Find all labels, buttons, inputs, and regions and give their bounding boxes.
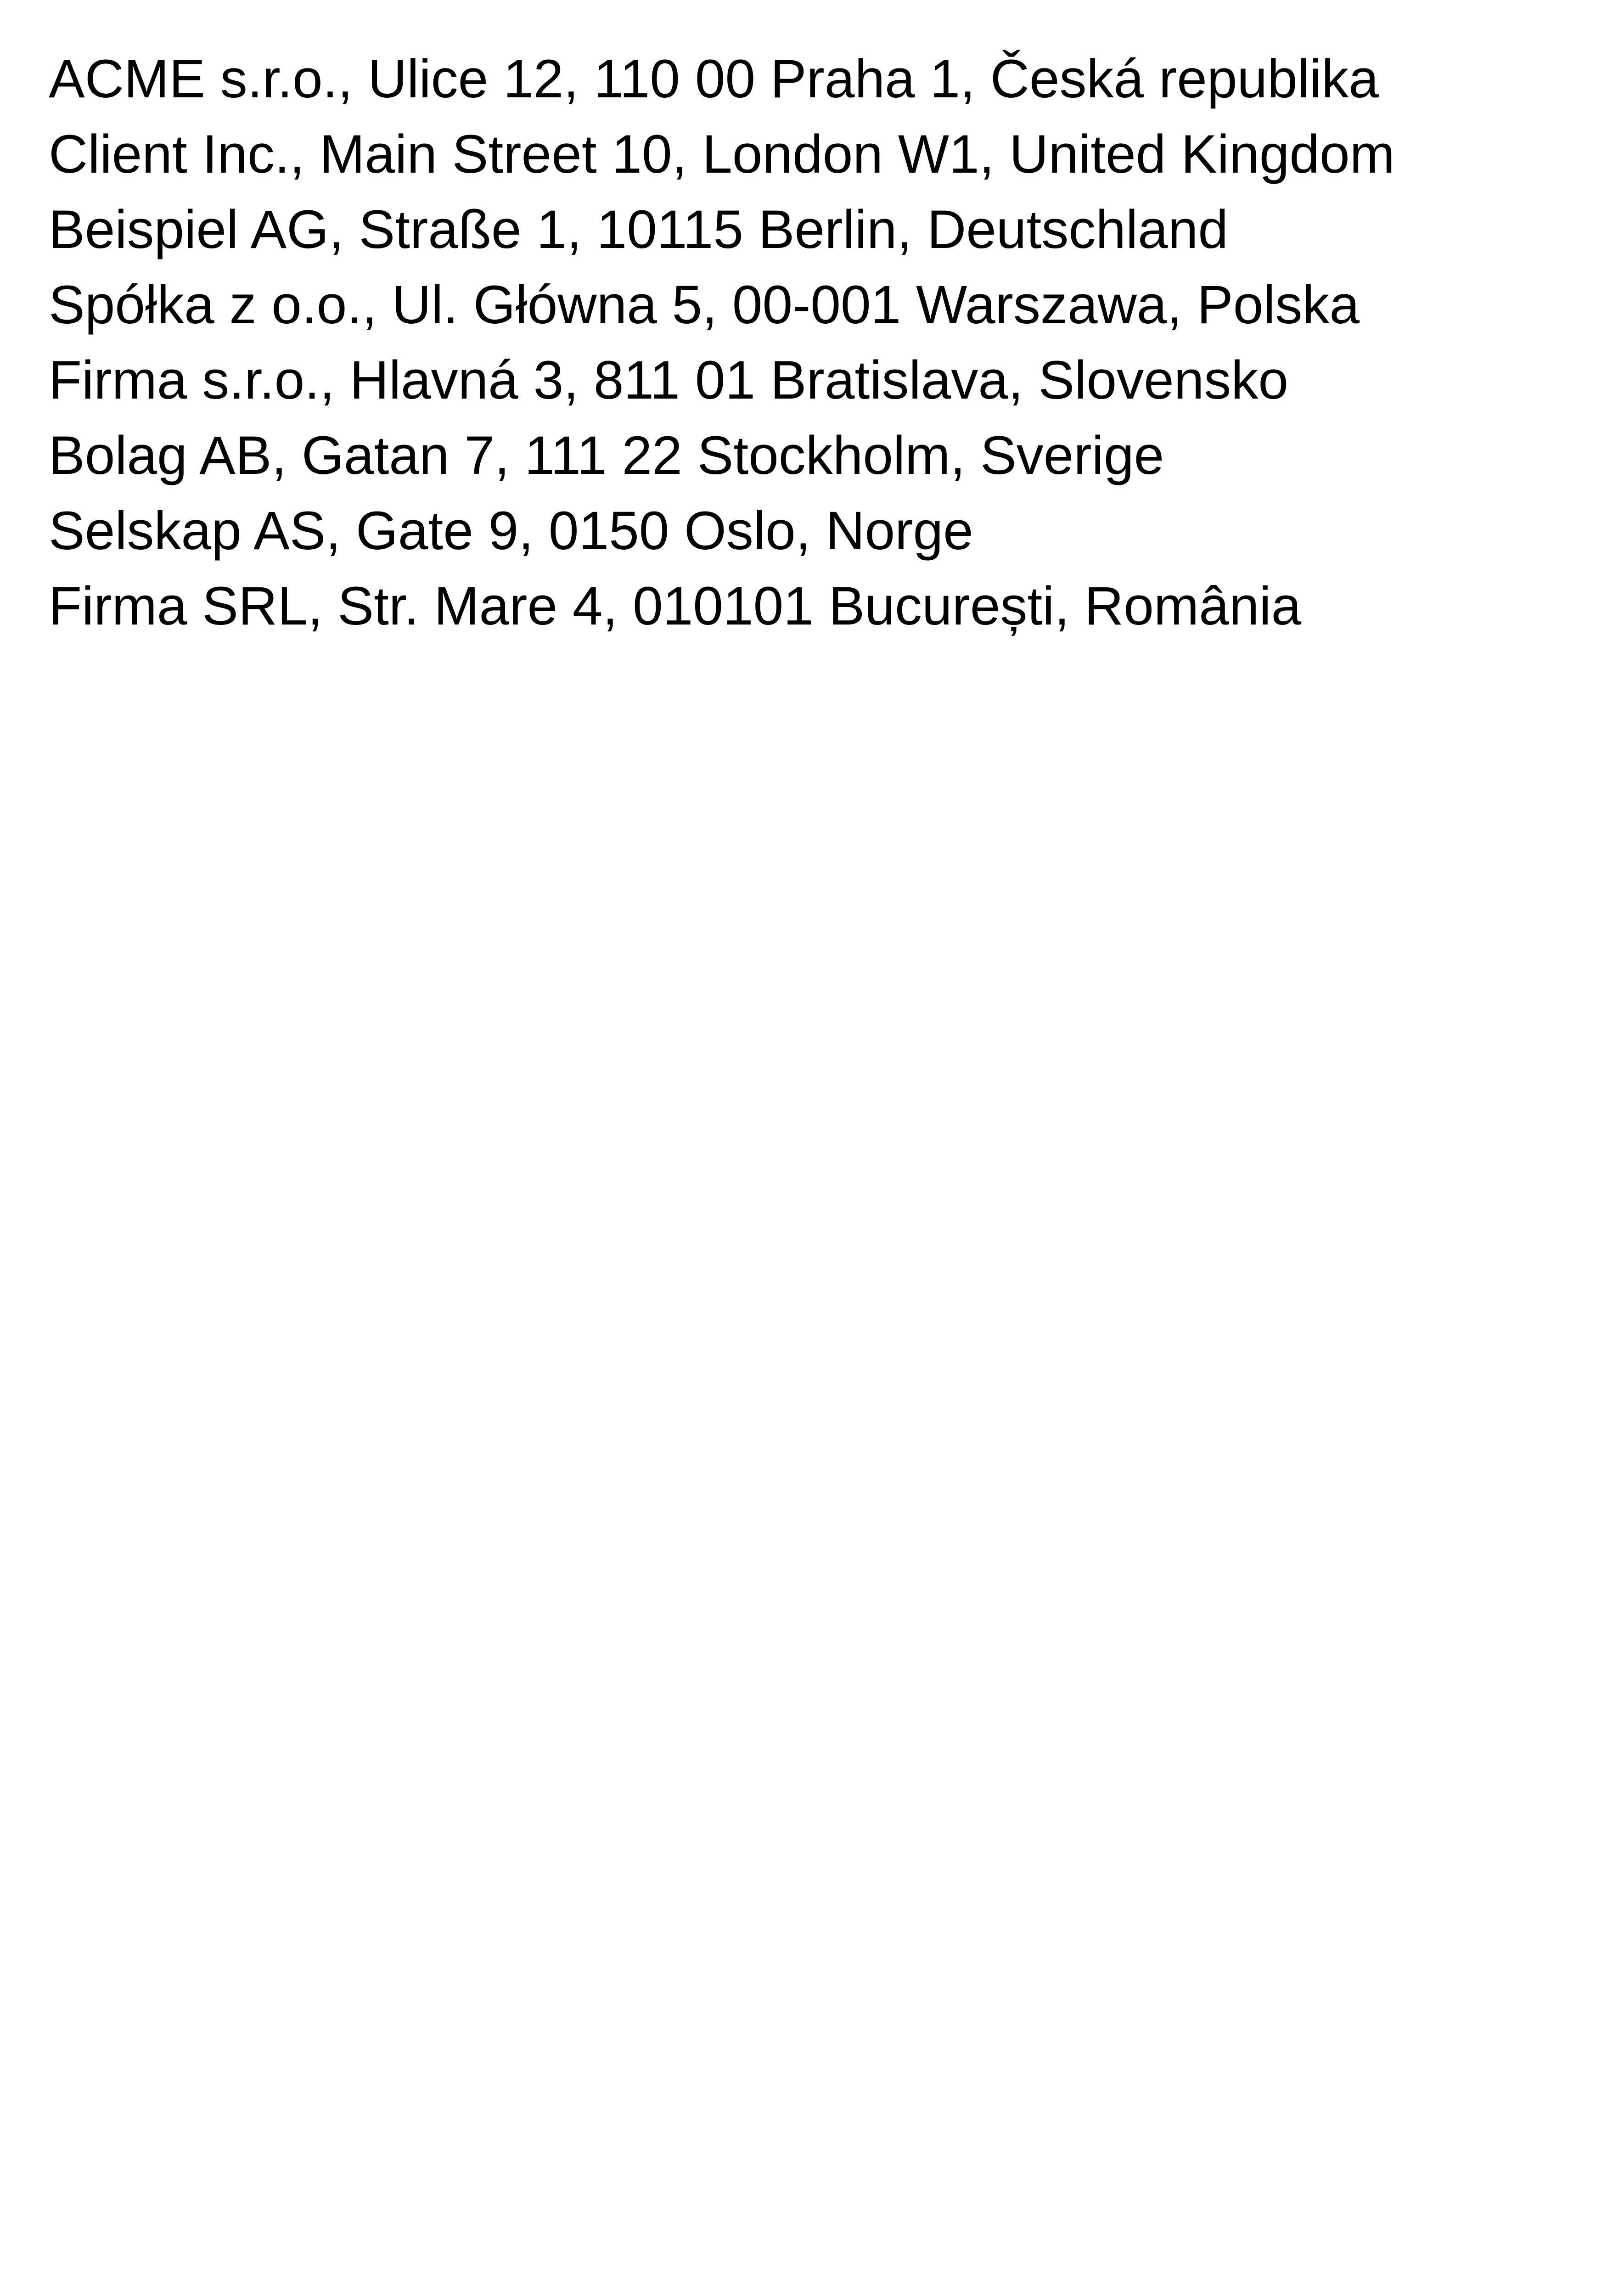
address-line-norway: Selskap AS, Gate 9, 0150 Oslo, Norge [49, 501, 973, 561]
address-line-sweden: Bolag AB, Gatan 7, 111 22 Stockholm, Sverige [49, 425, 1164, 486]
address-line-uk: Client Inc., Main Street 10, London W1, United Kingdom [49, 124, 1395, 185]
address-line-czech: ACME s.r.o., Ulice 12, 110 00 Praha 1, Česká republika [49, 49, 1379, 109]
address-list [49, 41, 1395, 644]
address-line-germany: Beispiel AG, Straße 1, 10115 Berlin, Deutschland [49, 199, 1229, 260]
address-line-poland: Spółka z o.o., Ul. Główna 5, 00-001 Warszawa, Polska [49, 275, 1360, 335]
address-line-romania: Firma SRL, Str. Mare 4, 010101 București, România [49, 576, 1302, 636]
address-line-slovakia: Firma s.r.o., Hlavná 3, 811 01 Bratislava, Slovensko [49, 350, 1288, 411]
